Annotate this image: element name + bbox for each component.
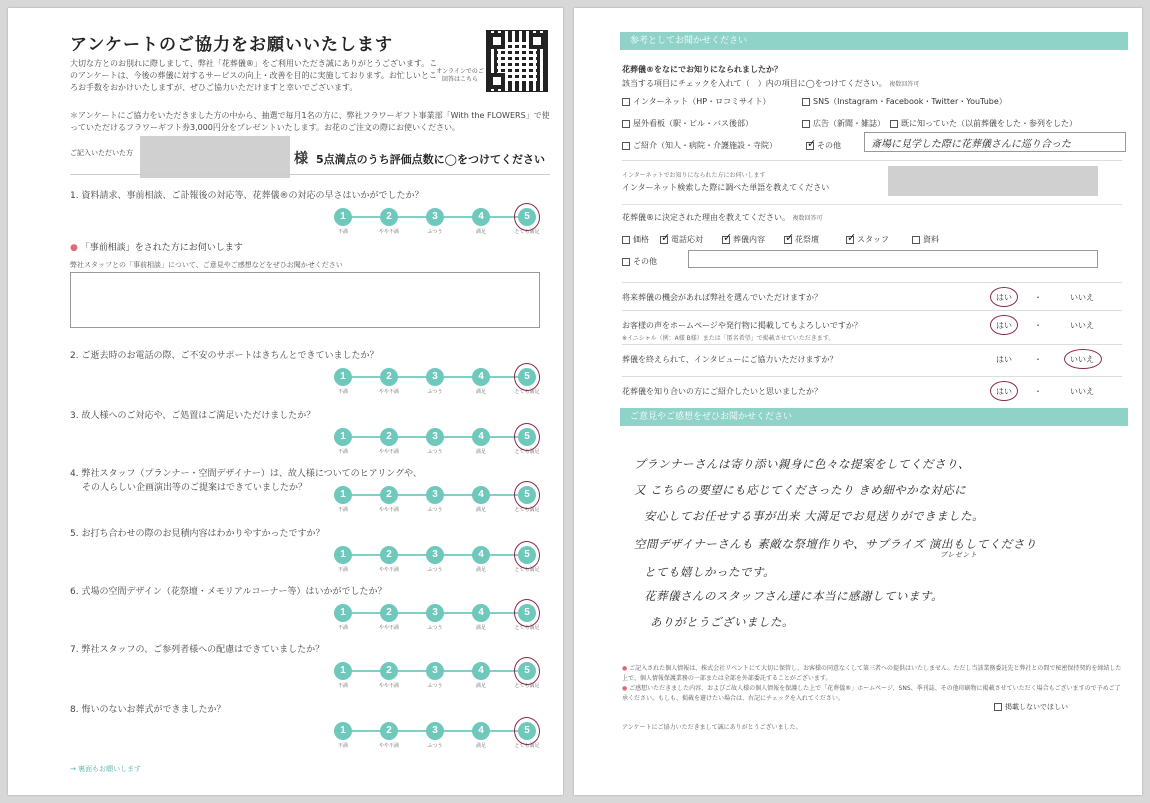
rating-option-5[interactable]: 5 <box>518 368 536 386</box>
yn-question-3: 葬儀を終えられて、インタビューにご協力いただけますか？ <box>622 355 838 364</box>
optout-checkbox[interactable]: 掲載しないでほしい <box>994 702 1068 712</box>
rating-option-1[interactable]: 1 <box>334 428 352 446</box>
rating-label-1: 不満 <box>337 625 348 631</box>
rating-label-2: やや不満 <box>378 389 399 395</box>
handwritten-line-7: ありがとうございました。 <box>650 615 794 629</box>
rating-option-4[interactable]: 4 <box>472 208 490 226</box>
divider <box>622 310 1122 311</box>
rating-label-2: やや不満 <box>378 507 399 513</box>
pre-consult-note: 弊社スタッフとの「事前相談」について、ご意見やご感想などをぜひお聞かせください <box>70 261 343 269</box>
rating-label-3: ふつう <box>427 567 443 573</box>
divider <box>622 282 1122 283</box>
divider <box>622 204 1122 205</box>
rating-label-5: とても満足 <box>514 229 540 235</box>
pre-consult-title <box>70 240 243 253</box>
yn-question-1: 将来葬儀の機会があれば弊社を選んでいただけますか？ <box>622 293 822 302</box>
rating-scale-8 <box>334 722 540 748</box>
source-question-note: 該当する項目にチェックを入れて（ ）内の項目に◯をつけてください。 複数回答可 <box>622 79 920 88</box>
rating-option-3[interactable]: 3 <box>426 546 444 564</box>
rating-label-3: ふつう <box>427 743 443 749</box>
privacy-item-1: ● ご記入された個人情報は、株式会社リベントにて大切に保管し、お客様の同意なくして第三者への提供はいたしません。ただし当該業務委託先と弊社との間で秘密保持契約を締結した上で、個人情報保護業務の一部または全部を外部委託することがございます。 <box>622 665 1122 682</box>
source-option-known[interactable]: 既に知っていた（以前葬儀をした・参列をした） <box>890 118 1077 129</box>
rating-option-4[interactable]: 4 <box>472 486 490 504</box>
question-8: 8. 悔いのないお葬式ができましたか？ <box>70 705 226 715</box>
rating-option-2[interactable]: 2 <box>380 662 398 680</box>
bullet-icon: ● <box>622 685 630 692</box>
rating-option-1[interactable]: 1 <box>334 604 352 622</box>
rating-option-5[interactable]: 5 <box>518 722 536 740</box>
rating-label-2: やや不満 <box>378 567 399 573</box>
reason-option-4[interactable]: ✓ 花祭壇 <box>785 230 819 244</box>
rating-option-5[interactable]: 5 <box>518 428 536 446</box>
rating-scale-3 <box>334 428 540 454</box>
rating-label-2: やや不満 <box>378 743 399 749</box>
reason-option-5[interactable]: ✓ スタッフ <box>847 230 889 244</box>
rating-label-3: ふつう <box>427 389 443 395</box>
rating-option-4[interactable]: 4 <box>472 428 490 446</box>
source-other-field[interactable] <box>864 132 1126 152</box>
rating-option-4[interactable]: 4 <box>472 722 490 740</box>
survey-title: アンケートのご協力をお願いいたします <box>70 35 393 55</box>
thanks-footer: アンケートにご協力いただきまして誠にありがとうございました。 <box>622 724 802 731</box>
source-option-other[interactable]: ✓ その他 <box>807 136 841 150</box>
rating-option-3[interactable]: 3 <box>426 368 444 386</box>
question-1: 1. 資料請求、事前相談、ご訃報後の対応等、花葬儀®の対応の早さはいかがでしたか？ <box>70 191 424 201</box>
rating-option-5[interactable]: 5 <box>518 486 536 504</box>
rating-label-5: とても満足 <box>514 625 540 631</box>
rating-label-3: ふつう <box>427 449 443 455</box>
handwritten-line-3: 安心してお任せする事が出来 大満足でお見送りができました。 <box>644 509 985 523</box>
rating-label-5: とても満足 <box>514 507 540 513</box>
rating-label-3: ふつう <box>427 683 443 689</box>
divider <box>622 344 1122 345</box>
reason-other-field[interactable] <box>688 250 1098 268</box>
rating-option-2[interactable]: 2 <box>380 428 398 446</box>
privacy-item-2: ● ご感想いただきました内容、およびご故人様の個人情報を保護した上で「花葬儀®」ホームページ、SNS、季刊誌、その他印刷物に掲載させていただく場合もございますので予めご了承ください。もしも、掲載を避けたい場合は、右記にチェックを入れてください。 <box>622 685 1121 702</box>
rating-option-1[interactable]: 1 <box>334 662 352 680</box>
yn-question-4: 花葬儀を知り合いの方にご紹介したいと思いましたか？ <box>622 387 822 396</box>
source-option-internet[interactable]: インターネット（HP・ロコミサイト） <box>622 96 771 107</box>
yn-question-note: ※イニシャル（例：A様 B様）または「匿名希望」で掲載させていただきます。 <box>622 335 835 342</box>
name-label: ご記入いただいた方 <box>70 149 133 157</box>
rating-rule: 5点満点のうち評価点数に◯をつけてください <box>316 153 545 166</box>
answer-circle-mark <box>990 381 1018 401</box>
keyword-question: インターネット検索した際に調べた単語を教えてください <box>622 183 830 192</box>
rating-option-1[interactable]: 1 <box>334 722 352 740</box>
yes-option[interactable]: はい <box>996 293 1012 302</box>
rating-option-4[interactable]: 4 <box>472 604 490 622</box>
opinion-handwriting-area[interactable] <box>622 436 1122 656</box>
rating-option-3[interactable]: 3 <box>426 662 444 680</box>
divider <box>622 160 1122 161</box>
reason-option-6[interactable]: 資料 <box>912 234 939 245</box>
source-question: 花葬儀®をなにでお知りになられましたか？ <box>622 65 782 74</box>
survey-front-page <box>8 8 563 795</box>
rating-scale-7 <box>334 662 540 688</box>
rating-label-3: ふつう <box>427 507 443 513</box>
rating-label-4: 満足 <box>475 389 486 395</box>
rating-option-1[interactable]: 1 <box>334 546 352 564</box>
rating-label-1: 不満 <box>337 449 348 455</box>
rating-option-3[interactable]: 3 <box>426 722 444 740</box>
question-6: 6. 式場の空間デザイン（花祭壇・メモリアルコーナー等）はいかがでしたか？ <box>70 587 387 597</box>
rating-option-2[interactable]: 2 <box>380 368 398 386</box>
opinion-band: ご意見やご感想をぜひお聞かせください <box>620 408 1128 426</box>
qr-label: オンラインでのご回答はこちら <box>436 68 484 83</box>
rating-label-5: とても満足 <box>514 389 540 395</box>
rating-label-2: やや不満 <box>378 683 399 689</box>
rating-option-2[interactable]: 2 <box>380 604 398 622</box>
rating-label-1: 不満 <box>337 683 348 689</box>
rating-label-5: とても満足 <box>514 743 540 749</box>
rating-option-1[interactable]: 1 <box>334 486 352 504</box>
rating-label-3: ふつう <box>427 625 443 631</box>
yes-option[interactable]: はい <box>996 321 1012 330</box>
survey-back-page <box>574 8 1142 795</box>
rating-option-2[interactable]: 2 <box>380 722 398 740</box>
rating-option-3[interactable]: 3 <box>426 604 444 622</box>
source-option-signboard[interactable]: 屋外看板（駅・ビル・バス後部） <box>622 118 753 129</box>
rating-label-3: ふつう <box>427 229 443 235</box>
question-5: 5. お打ち合わせの際のお見積内容はわかりやすかったですか？ <box>70 529 325 539</box>
rating-option-5[interactable]: 5 <box>518 604 536 622</box>
rating-option-3[interactable]: 3 <box>426 208 444 226</box>
reference-band: 参考としてお聞かせください <box>620 32 1128 50</box>
rating-option-2[interactable]: 2 <box>380 546 398 564</box>
no-option[interactable]: いいえ <box>1070 355 1094 364</box>
rating-label-4: 満足 <box>475 625 486 631</box>
rating-label-2: やや不満 <box>378 229 399 235</box>
pre-consult-title-text: 「事前相談」をされた方にお伺いします <box>80 243 243 253</box>
rating-label-2: やや不満 <box>378 625 399 631</box>
rating-scale-5 <box>334 546 540 572</box>
answer-circle-mark <box>990 287 1018 307</box>
separator-dot: ・ <box>1034 355 1042 364</box>
rating-label-1: 不満 <box>337 507 348 513</box>
no-option[interactable]: いいえ <box>1070 293 1094 302</box>
rating-label-4: 満足 <box>475 743 486 749</box>
reason-option-other[interactable]: その他 <box>622 256 657 267</box>
question-4: 4. 弊社スタッフ（プランナー・空間デザイナー）は、故人様についてのヒアリングや、 <box>70 469 422 479</box>
separator-dot: ・ <box>1034 293 1042 302</box>
handwritten-line-5: とても嬉しかったです。 <box>644 565 776 579</box>
rating-label-1: 不満 <box>337 743 348 749</box>
yes-option[interactable]: はい <box>996 387 1012 396</box>
answer-circle-mark <box>990 315 1018 335</box>
question-7: 7. 弊社スタッフの、ご参列者様への配慮はできていましたか？ <box>70 645 325 655</box>
rating-scale-6 <box>334 604 540 630</box>
handwritten-line-2: 又 こちらの要望にも応じてくださったり きめ細やかな対応に <box>634 483 967 497</box>
source-other-handwriting: 斎場に見学した際に花葬儀さんに巡り合った <box>871 139 1071 150</box>
keyword-redacted-box <box>888 166 1098 196</box>
pre-consult-answer-box[interactable] <box>70 272 540 328</box>
separator-dot: ・ <box>1034 387 1042 396</box>
rating-label-4: 満足 <box>475 567 486 573</box>
intro-text: 大切な方とのお別れに際しまして、弊社「花葬儀®」をご利用いただき誠にありがとうございます。このアンケートは、今後の葬儀に対するサービスの向上・改善を目的に実施しております。お忙しいところお手数をおかけいたしますが、ぜひご協力いただけますと幸いでございます。 <box>70 59 438 92</box>
rating-option-1[interactable]: 1 <box>334 368 352 386</box>
keyword-small: インターネットでお知りになられた方にお伺いします <box>622 172 766 179</box>
privacy-notice <box>622 664 1122 704</box>
no-option[interactable]: いいえ <box>1070 321 1094 330</box>
rating-label-1: 不満 <box>337 567 348 573</box>
rating-option-5[interactable]: 5 <box>518 546 536 564</box>
bullet-icon: ● <box>70 243 81 253</box>
reason-option-2[interactable]: ✓ 電話応対 <box>661 230 703 244</box>
rating-label-4: 満足 <box>475 683 486 689</box>
rating-option-2[interactable]: 2 <box>380 486 398 504</box>
source-option-referral[interactable]: ご紹介（知人・病院・介護施設・寺院） <box>622 140 777 151</box>
no-option[interactable]: いいえ <box>1070 387 1094 396</box>
yes-option[interactable]: はい <box>996 355 1012 364</box>
rating-label-4: 満足 <box>475 229 486 235</box>
rating-option-1[interactable]: 1 <box>334 208 352 226</box>
rating-option-4[interactable]: 4 <box>472 546 490 564</box>
gift-notice: ＊アンケートにご協力をいただきました方の中から、抽選で毎月1名の方に、弊社フラワーギフト事業部「With the FLOWERS」で使っていただけるフラワーギフト券3,000円分をプレゼントいたします。お花のご注文の際にお使いください。 <box>70 111 550 132</box>
question-4-line2: その人らしい企画演出等のご提案はできていましたか？ <box>82 483 308 493</box>
divider <box>70 174 550 175</box>
name-redacted-box <box>140 136 290 178</box>
rating-option-4[interactable]: 4 <box>472 662 490 680</box>
handwritten-line-1: プランナーさんは寄り添い親身に色々な提案をしてくださり、 <box>634 457 970 471</box>
rating-label-5: とても満足 <box>514 567 540 573</box>
rating-option-4[interactable]: 4 <box>472 368 490 386</box>
rating-label-4: 満足 <box>475 449 486 455</box>
rating-label-1: 不満 <box>337 229 348 235</box>
handwritten-line-6: 花葬儀さんのスタッフさん達に本当に感謝しています。 <box>644 589 944 603</box>
rating-option-5[interactable]: 5 <box>518 662 536 680</box>
separator-dot: ・ <box>1034 321 1042 330</box>
rating-scale-2 <box>334 368 540 394</box>
reason-option-3[interactable]: ✓ 葬儀内容 <box>723 230 765 244</box>
continue-footer: → 裏面もお願いします <box>70 765 142 773</box>
reason-option-1[interactable]: 価格 <box>622 234 649 245</box>
source-option-ad[interactable]: 広告（新聞・雑誌） <box>802 118 885 129</box>
rating-option-3[interactable]: 3 <box>426 486 444 504</box>
rating-label-4: 満足 <box>475 507 486 513</box>
reason-question: 花葬儀®に決定された理由を教えてください。 複数回答可 <box>622 213 823 222</box>
answer-circle-mark <box>1064 349 1102 369</box>
rating-scale-4 <box>334 486 540 512</box>
handwritten-insert: プレゼント <box>940 551 978 559</box>
rating-label-1: 不満 <box>337 389 348 395</box>
qr-code-icon <box>486 30 548 92</box>
rating-label-5: とても満足 <box>514 449 540 455</box>
rating-label-5: とても満足 <box>514 683 540 689</box>
divider <box>622 376 1122 377</box>
rating-scale-1 <box>334 208 540 234</box>
rating-option-2[interactable]: 2 <box>380 208 398 226</box>
bullet-icon: ● <box>622 665 630 672</box>
rating-option-5[interactable]: 5 <box>518 208 536 226</box>
rating-label-2: やや不満 <box>378 449 399 455</box>
handwritten-line-4: 空間デザイナーさんも 素敵な祭壇作りや、サプライズ 演出もしてくださり <box>634 537 1037 551</box>
question-2: 2. ご逝去時のお電話の際、ご不安のサポートはきちんとできていましたか？ <box>70 351 379 361</box>
yn-question-2: お客様の声をホームページや発行物に掲載してもよろしいですか？ <box>622 321 862 330</box>
source-option-sns[interactable]: SNS（Instagram・Facebook・Twitter・YouTube） <box>802 96 1007 107</box>
sama-label: 様 <box>294 151 308 167</box>
rating-option-3[interactable]: 3 <box>426 428 444 446</box>
question-3: 3. 故人様へのご対応や、ご処置はご満足いただけましたか？ <box>70 411 316 421</box>
